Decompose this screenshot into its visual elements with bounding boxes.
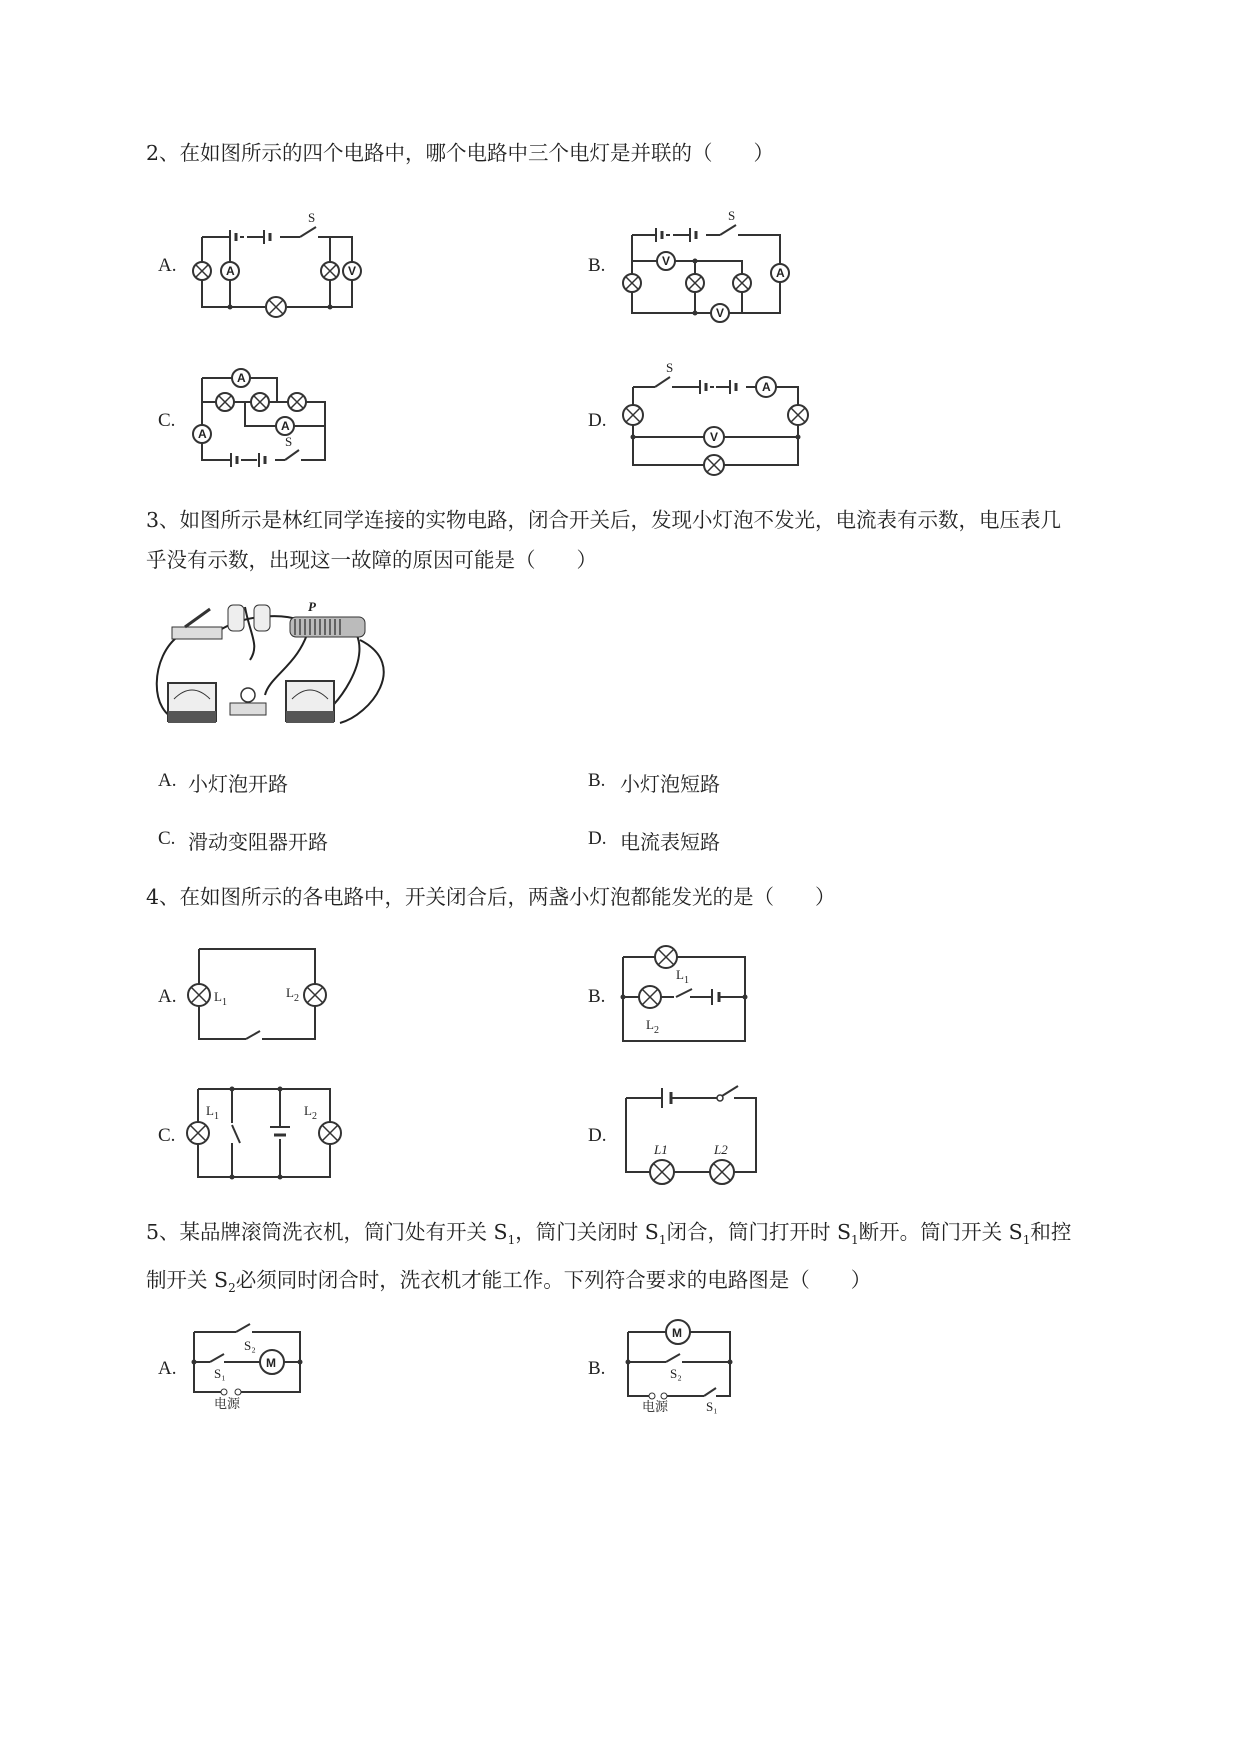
svg-text:A: A — [198, 427, 207, 441]
q4-circuit-c — [188, 1085, 343, 1189]
svg-text:L2: $L_2$ — [286, 985, 299, 1004]
svg-text:电源: 电源 — [214, 1396, 241, 1411]
svg-text:V: V — [710, 430, 719, 444]
q2-option-a-letter[interactable]: A. — [158, 255, 177, 276]
q4-option-c-letter[interactable]: C. — [158, 1125, 176, 1146]
q3-option-c-letter[interactable]: C. — [158, 828, 176, 849]
q3-stem-line2: 乎没有示数，出现这一故障的原因可能是（ ） — [146, 548, 597, 572]
q2-circuit-c — [185, 360, 345, 479]
q3-stem-line1: 3、如图所示是林红同学连接的实物电路，闭合开关后，发现小灯泡不发光，电流表有示数，电压表几 — [146, 508, 1062, 532]
q5-circuit-a — [188, 1320, 313, 1419]
slider-label: P — [308, 599, 316, 614]
svg-text:S: S — [728, 208, 736, 223]
svg-text:S₂: S₂ — [244, 1338, 256, 1353]
svg-text:M: M — [266, 1356, 276, 1370]
ammeter-label: A — [226, 264, 235, 278]
svg-text:L1: $L_1$ — [206, 1103, 219, 1122]
q4-option-b-letter[interactable]: B. — [588, 986, 606, 1007]
svg-text:A: A — [762, 380, 771, 394]
switch-label: S — [308, 210, 316, 225]
q3-physical-circuit-photo — [150, 595, 380, 739]
q5-stem-line2: 制开关 $S_2$必须同时闭合时，洗衣机才能工作。下列符合要求的电路图是（ ） — [146, 1268, 872, 1296]
svg-text:S: S — [666, 360, 674, 375]
q2-circuit-a — [190, 205, 370, 329]
q3-option-c-text[interactable]: 滑动变阻器开路 — [188, 830, 328, 854]
svg-text:电源: 电源 — [642, 1399, 669, 1414]
q2-option-b-letter[interactable]: B. — [588, 255, 606, 276]
svg-text:L2: $L_2$ — [646, 1017, 659, 1036]
svg-text:A: A — [237, 371, 246, 385]
svg-text:L1: $L_1$ — [676, 967, 689, 986]
q3-option-d-text[interactable]: 电流表短路 — [620, 830, 720, 854]
q5-option-a-letter[interactable]: A. — [158, 1358, 177, 1379]
q2-option-d-letter[interactable]: D. — [588, 410, 607, 431]
svg-text:V: V — [662, 254, 671, 268]
q4-circuit-a — [188, 945, 338, 1049]
svg-text:S₁: S₁ — [214, 1366, 226, 1381]
svg-text:A: A — [281, 419, 290, 433]
q4-option-a-letter[interactable]: A. — [158, 986, 177, 1007]
svg-text:V: V — [716, 306, 725, 320]
q2-stem: 2、在如图所示的四个电路中，哪个电路中三个电灯是并联的（ ） — [146, 141, 775, 165]
svg-text:L1: $L_1$ — [214, 989, 227, 1008]
q3-option-b-letter[interactable]: B. — [588, 770, 606, 791]
q4-option-d-letter[interactable]: D. — [588, 1125, 607, 1146]
q5-option-b-letter[interactable]: B. — [588, 1358, 606, 1379]
q3-stem — [146, 500, 1156, 580]
q4-stem: 4、在如图所示的各电路中，开关闭合后，两盏小灯泡都能发光的是（ ） — [146, 885, 836, 909]
svg-text:L2: L2 — [714, 1142, 728, 1157]
q3-option-d-letter[interactable]: D. — [588, 828, 607, 849]
voltmeter-label: V — [348, 264, 357, 278]
q4-circuit-d — [622, 1082, 767, 1196]
svg-text:L2: $L_2$ — [304, 1103, 317, 1122]
q5-circuit-b — [620, 1318, 745, 1417]
q2-circuit-d — [620, 355, 820, 479]
svg-text:A: A — [776, 266, 785, 280]
q3-option-a-letter[interactable]: A. — [158, 770, 177, 791]
q3-option-b-text[interactable]: 小灯泡短路 — [620, 772, 720, 796]
svg-text:S: S — [285, 434, 293, 449]
q4-circuit-b — [620, 945, 760, 1054]
q2-option-c-letter[interactable]: C. — [158, 410, 176, 431]
svg-text:L1: L1 — [654, 1142, 668, 1157]
svg-text:M: M — [672, 1326, 682, 1340]
q3-option-a-text[interactable]: 小灯泡开路 — [188, 772, 288, 796]
svg-text:S₂: S₂ — [670, 1366, 682, 1381]
q5-stem — [146, 1212, 1156, 1308]
q2-circuit-b — [620, 203, 800, 332]
svg-text:S₁: S₁ — [706, 1399, 718, 1414]
q5-stem-line1: 5、某品牌滚筒洗衣机，筒门处有开关 $S_1$，筒门关闭时 $S_1$闭合，筒门打开时 $S_1$断开。筒门开关 $S_1$和控 — [146, 1220, 1072, 1248]
